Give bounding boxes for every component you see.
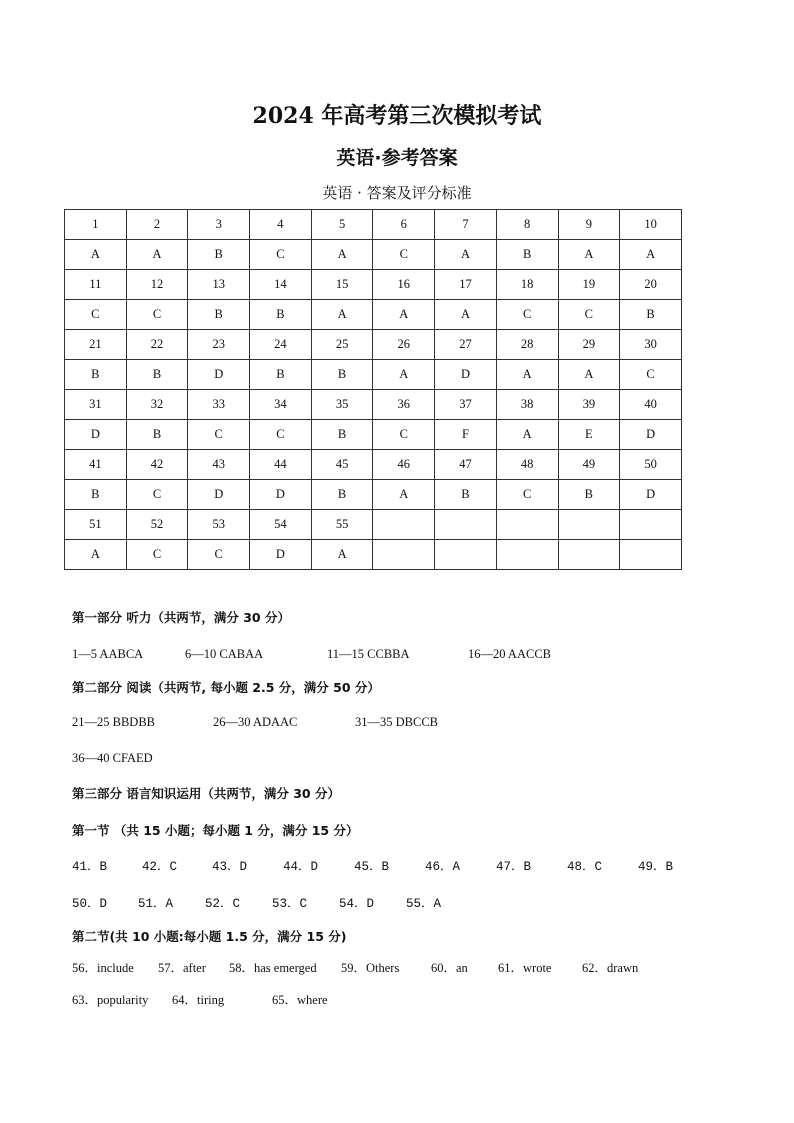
question-number-cell: 3 [188,210,250,240]
answer-cell: C [126,300,188,330]
answer-cell: C [188,420,250,450]
question-number-row [65,390,682,420]
question-number-cell: 25 [311,330,373,360]
question-number-cell: 20 [620,270,682,300]
question-number-cell [496,510,558,540]
answer-cell: D [620,480,682,510]
answer-cell: B [435,480,497,510]
answer-cell: C [620,360,682,390]
answer-group: 21—25 BBDBB [72,715,156,729]
question-number-cell: 33 [188,390,250,420]
question-number-cell: 17 [435,270,497,300]
answer-item: 42．C [142,860,178,874]
answer-cell: F [435,420,497,450]
answer-item: 52．C [205,897,241,911]
question-number-cell: 31 [65,390,127,420]
answer-row [65,420,682,450]
answer-cell: A [496,420,558,450]
answer-row [65,540,682,570]
question-number-cell: 41 [65,450,127,480]
question-number-cell: 42 [126,450,188,480]
question-number-cell: 30 [620,330,682,360]
answer-cell: A [373,360,435,390]
answer-item: 50．D [72,897,108,911]
answer-row [65,360,682,390]
question-number-cell: 34 [250,390,312,420]
question-number-cell [373,510,435,540]
question-number-cell: 40 [620,390,682,420]
answer-cell: C [496,480,558,510]
part1-answers [72,645,551,663]
section1-row1 [72,858,673,876]
answer-item: 65．where [272,993,328,1007]
answer-cell: E [558,420,620,450]
answer-item: 49．B [638,860,674,874]
answer-cell: C [250,240,312,270]
answer-item: 61．wrote [498,961,552,975]
answer-cell: B [65,480,127,510]
question-number-cell: 15 [311,270,373,300]
answer-cell [373,540,435,570]
question-number-cell: 48 [496,450,558,480]
question-number-cell: 27 [435,330,497,360]
question-number-cell: 52 [126,510,188,540]
section2-row2 [72,991,328,1009]
question-number-cell: 29 [558,330,620,360]
answer-item: 41．B [72,860,108,874]
answer-cell: C [126,480,188,510]
question-number-cell: 2 [126,210,188,240]
answer-cell: D [65,420,127,450]
answer-cell: A [65,240,127,270]
question-number-cell: 11 [65,270,127,300]
question-number-cell: 9 [558,210,620,240]
question-number-cell: 51 [65,510,127,540]
answer-cell: A [311,540,373,570]
answer-cell: C [496,300,558,330]
answer-row [65,300,682,330]
page-subtitle: 英语·参考答案 [336,147,458,169]
answer-item: 59．Others [341,961,400,975]
section2-row1 [72,959,638,977]
question-number-row [65,450,682,480]
question-number-cell: 44 [250,450,312,480]
answer-cell: C [373,240,435,270]
answer-cell: B [65,360,127,390]
answer-item: 58．has emerged [229,961,317,975]
answer-group: 26—30 ADAAC [213,715,298,729]
question-number-cell [620,510,682,540]
answer-cell: D [250,540,312,570]
question-number-row [65,510,682,540]
answer-cell [435,540,497,570]
question-number-cell: 49 [558,450,620,480]
part3-heading: 第三部分 语言知识运用（共两节，满分 30 分） [72,786,340,801]
question-number-cell: 55 [311,510,373,540]
answer-item: 47．B [496,860,532,874]
question-number-cell: 5 [311,210,373,240]
question-number-cell: 21 [65,330,127,360]
question-number-cell: 7 [435,210,497,240]
answer-cell [620,540,682,570]
part3-section2-heading: 第二节(共 10 小题:每小题 1.5 分，满分 15 分) [72,929,347,944]
page-title: 2024 年高考第三次模拟考试 [252,103,542,129]
answer-item: 60．an [431,961,468,975]
answer-cell: A [373,300,435,330]
question-number-cell: 24 [250,330,312,360]
question-number-cell: 18 [496,270,558,300]
answer-cell: B [620,300,682,330]
answer-group: 31—35 DBCCB [355,715,439,729]
answer-item: 54．D [339,897,375,911]
table-caption: 英语 · 答案及评分标准 [322,184,472,202]
answer-cell: A [311,240,373,270]
question-number-cell: 16 [373,270,435,300]
answer-cell: B [188,300,250,330]
answer-item: 53．C [272,897,308,911]
question-number-cell: 46 [373,450,435,480]
answer-group: 6—10 CABAA [185,647,264,661]
answer-cell: A [496,360,558,390]
answer-cell: A [65,540,127,570]
answer-cell: B [250,360,312,390]
answer-cell: A [311,300,373,330]
answer-cell: D [435,360,497,390]
question-number-cell: 35 [311,390,373,420]
question-number-cell: 8 [496,210,558,240]
question-number-cell: 32 [126,390,188,420]
question-number-cell: 53 [188,510,250,540]
answer-cell: C [558,300,620,330]
answer-cell: A [435,300,497,330]
answer-cell: C [373,420,435,450]
answer-item: 55．A [406,897,442,911]
answer-row [65,480,682,510]
answer-item: 48．C [567,860,603,874]
question-number-cell: 54 [250,510,312,540]
question-number-row [65,270,682,300]
part2-heading: 第二部分 阅读（共两节, 每小题 2.5 分，满分 50 分） [72,680,380,695]
question-number-cell: 14 [250,270,312,300]
answer-cell: B [311,360,373,390]
question-number-cell: 37 [435,390,497,420]
answer-cell: D [620,420,682,450]
question-number-cell: 28 [496,330,558,360]
answer-cell: B [126,360,188,390]
answer-group: 16—20 AACCB [468,647,552,661]
question-number-row [65,210,682,240]
answer-cell: D [188,480,250,510]
question-number-cell [558,510,620,540]
answer-group: 1—5 AABCA [72,647,144,661]
question-number-row [65,330,682,360]
answer-group: 36—40 CFAED [72,751,153,765]
question-number-cell: 43 [188,450,250,480]
question-number-cell: 26 [373,330,435,360]
answer-cell: B [311,480,373,510]
answer-item: 45．B [354,860,390,874]
question-number-cell: 47 [435,450,497,480]
answer-cell: A [435,240,497,270]
part1-heading: 第一部分 听力（共两节，满分 30 分） [72,610,290,625]
question-number-cell: 6 [373,210,435,240]
answer-cell [558,540,620,570]
answer-item: 43．D [212,860,248,874]
answer-cell: A [558,240,620,270]
answer-cell: B [558,480,620,510]
answer-cell: A [126,240,188,270]
part2-answers-2 [72,749,153,767]
question-number-cell: 22 [126,330,188,360]
answer-item: 44．D [283,860,319,874]
question-number-cell: 45 [311,450,373,480]
answer-cell: B [496,240,558,270]
answer-cell: D [250,480,312,510]
question-number-cell: 39 [558,390,620,420]
answer-cell: B [188,240,250,270]
question-number-cell: 4 [250,210,312,240]
question-number-cell: 10 [620,210,682,240]
question-number-cell: 12 [126,270,188,300]
section1-row2 [72,895,441,913]
answer-cell: B [126,420,188,450]
answer-cell [496,540,558,570]
question-number-cell: 23 [188,330,250,360]
answer-cell: C [65,300,127,330]
answer-cell: A [373,480,435,510]
question-number-cell: 36 [373,390,435,420]
answer-group: 11—15 CCBBA [327,647,410,661]
answer-cell: C [126,540,188,570]
part2-answers [72,713,438,731]
answer-cell: C [188,540,250,570]
answer-item: 51．A [138,897,174,911]
answer-table [64,209,682,570]
answer-cell: B [250,300,312,330]
answer-item: 57．after [158,961,206,975]
answer-item: 63．popularity [72,993,149,1007]
answer-cell: B [311,420,373,450]
question-number-cell: 50 [620,450,682,480]
part3-section1-heading: 第一节 （共 15 小题；每小题 1 分，满分 15 分） [72,823,359,838]
question-number-cell: 13 [188,270,250,300]
question-number-cell: 1 [65,210,127,240]
question-number-cell: 19 [558,270,620,300]
answer-cell: C [250,420,312,450]
answer-cell: A [620,240,682,270]
answer-cell: D [188,360,250,390]
answer-item: 64．tiring [172,993,225,1007]
question-number-cell [435,510,497,540]
answer-item: 62．drawn [582,961,639,975]
question-number-cell: 38 [496,390,558,420]
answer-cell: A [558,360,620,390]
answer-item: 56．include [72,961,134,975]
answer-item: 46．A [425,860,461,874]
answer-row [65,240,682,270]
